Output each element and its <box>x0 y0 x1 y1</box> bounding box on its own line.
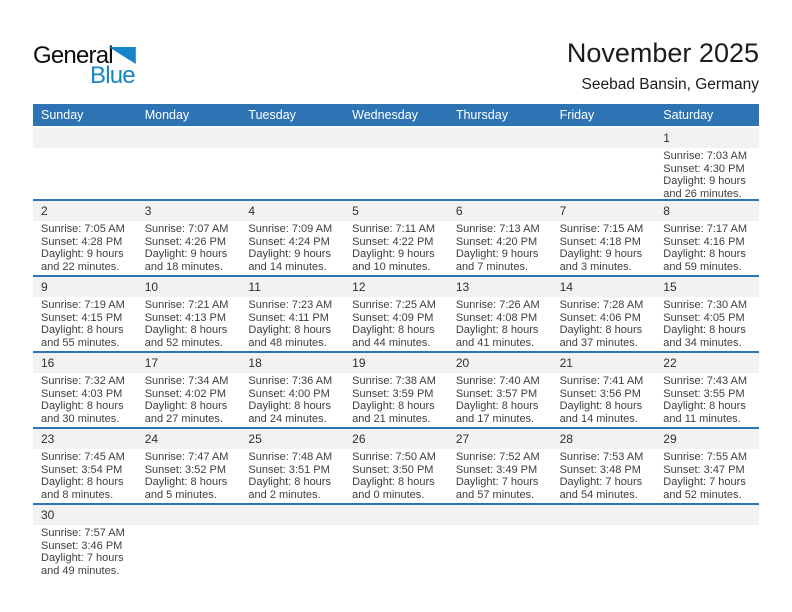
day-info <box>655 525 759 579</box>
day-info-line: Daylight: 7 hours <box>559 476 643 489</box>
day-info-line: Sunset: 4:24 PM <box>248 235 330 248</box>
day-info <box>33 449 137 503</box>
weekday-header-row <box>33 104 759 126</box>
day-info-line: Daylight: 7 hours <box>41 552 124 565</box>
day-info <box>655 148 759 199</box>
day-info-line: and 14 minutes. <box>559 412 638 425</box>
day-cell-8 <box>655 201 759 275</box>
day-info <box>655 373 759 427</box>
day-cell-2 <box>33 201 137 275</box>
day-info-line: Sunset: 3:50 PM <box>352 463 434 476</box>
day-info-line: and 37 minutes. <box>559 336 638 349</box>
day-info-line: Sunrise: 7:53 AM <box>559 451 644 463</box>
day-number: 29 <box>655 429 759 449</box>
day-number: 19 <box>344 353 448 373</box>
day-info-line: Daylight: 8 hours <box>352 476 435 489</box>
day-cell-29 <box>655 429 759 503</box>
day-info <box>33 297 137 351</box>
day-cell-17 <box>137 353 241 427</box>
day-number: 14 <box>552 277 656 297</box>
day-info <box>240 221 344 275</box>
week-row-1 <box>33 128 759 199</box>
day-number: 6 <box>448 201 552 221</box>
empty-day-cell <box>240 505 344 579</box>
day-info-line: Sunset: 3:56 PM <box>559 387 641 400</box>
day-info-line: Sunset: 3:57 PM <box>455 387 538 400</box>
day-cell-15 <box>655 277 759 351</box>
day-info-line: and 0 minutes. <box>352 488 425 501</box>
day-info-line: Daylight: 7 hours <box>663 476 746 489</box>
weekday-header-sunday: Sunday <box>41 108 84 122</box>
day-info-line: and 59 minutes. <box>663 260 742 273</box>
day-number <box>240 505 344 525</box>
day-number <box>137 128 241 148</box>
day-info-line: Sunset: 4:03 PM <box>41 387 123 400</box>
day-info-line: Sunrise: 7:25 AM <box>352 299 436 311</box>
day-info-line: Sunrise: 7:36 AM <box>248 375 333 387</box>
day-info-line: Daylight: 9 hours <box>455 248 539 261</box>
empty-day-cell <box>448 505 552 579</box>
day-info-line: and 3 minutes. <box>559 260 632 273</box>
day-number: 12 <box>344 277 448 297</box>
day-number <box>33 128 137 148</box>
day-number <box>344 128 448 148</box>
day-info-line: and 24 minutes. <box>248 412 327 425</box>
weekday-header-thursday: Thursday <box>455 108 508 122</box>
week-row-3 <box>33 275 759 351</box>
calendar-weeks <box>33 128 759 579</box>
day-info-line: Sunrise: 7:07 AM <box>144 223 229 235</box>
day-info-line: Daylight: 8 hours <box>248 400 331 413</box>
calendar-table <box>33 104 759 579</box>
day-info-line: Sunset: 3:54 PM <box>41 463 123 476</box>
empty-day-cell <box>137 128 241 199</box>
day-info <box>344 449 448 503</box>
day-cell-30 <box>33 505 137 579</box>
day-cell-18 <box>240 353 344 427</box>
day-info-line: and 44 minutes. <box>352 336 431 349</box>
day-info-line: Sunrise: 7:23 AM <box>248 299 333 311</box>
empty-day-cell <box>344 128 448 199</box>
day-info-line: Sunset: 4:16 PM <box>663 235 745 248</box>
day-info <box>33 221 137 275</box>
day-number: 27 <box>448 429 552 449</box>
day-info-line: Sunset: 4:18 PM <box>559 235 641 248</box>
day-info-line: Sunrise: 7:13 AM <box>455 223 540 235</box>
day-number <box>552 505 656 525</box>
week-row-6 <box>33 503 759 579</box>
day-number: 15 <box>655 277 759 297</box>
day-number: 1 <box>655 128 759 148</box>
day-info-line: and 8 minutes. <box>41 488 114 501</box>
day-info-line: Sunset: 4:30 PM <box>663 162 745 175</box>
week-row-4 <box>33 351 759 427</box>
day-info <box>448 221 552 275</box>
day-info <box>552 297 656 351</box>
day-info-line: Sunrise: 7:48 AM <box>248 451 333 463</box>
day-info <box>137 148 241 199</box>
day-cell-25 <box>240 429 344 503</box>
empty-day-cell <box>33 128 137 199</box>
weekday-header-saturday: Saturday <box>663 108 714 122</box>
day-info-line: Sunrise: 7:03 AM <box>663 150 748 162</box>
general-blue-logo <box>33 42 183 89</box>
day-info <box>240 373 344 427</box>
day-info-line: Sunrise: 7:50 AM <box>352 451 436 463</box>
day-info-line: and 14 minutes. <box>248 260 327 273</box>
day-info-line: and 17 minutes. <box>455 412 535 425</box>
day-info <box>240 449 344 503</box>
day-info-line: Sunrise: 7:32 AM <box>41 375 125 387</box>
day-number: 18 <box>240 353 344 373</box>
day-number: 26 <box>344 429 448 449</box>
day-cell-4 <box>240 201 344 275</box>
day-cell-3 <box>137 201 241 275</box>
day-info-line: and 49 minutes. <box>41 564 120 577</box>
day-info-line: Daylight: 9 hours <box>663 175 746 188</box>
day-number: 9 <box>33 277 137 297</box>
empty-day-cell <box>552 128 656 199</box>
day-info-line: Daylight: 8 hours <box>144 324 228 337</box>
day-number: 5 <box>344 201 448 221</box>
day-number: 17 <box>137 353 241 373</box>
day-info <box>655 221 759 275</box>
day-info <box>33 148 137 199</box>
day-info <box>137 373 241 427</box>
empty-day-cell <box>552 505 656 579</box>
day-info-line: Daylight: 8 hours <box>144 476 228 489</box>
day-info <box>33 525 137 579</box>
day-info-line: Daylight: 8 hours <box>41 400 124 413</box>
week-row-5 <box>33 427 759 503</box>
day-cell-13 <box>448 277 552 351</box>
weekday-header-tuesday: Tuesday <box>248 108 296 122</box>
day-info-line: Sunrise: 7:41 AM <box>559 375 644 387</box>
day-info-line: Daylight: 8 hours <box>352 400 435 413</box>
day-cell-14 <box>552 277 656 351</box>
day-cell-9 <box>33 277 137 351</box>
day-cell-20 <box>448 353 552 427</box>
day-info-line: Sunset: 4:15 PM <box>41 311 123 324</box>
day-number <box>655 505 759 525</box>
day-info-line: Sunrise: 7:38 AM <box>352 375 436 387</box>
day-info-line: Sunset: 4:20 PM <box>455 235 538 248</box>
empty-day-cell <box>137 505 241 579</box>
day-info-line: Sunset: 3:49 PM <box>455 463 538 476</box>
day-number <box>240 128 344 148</box>
week-row-2 <box>33 199 759 275</box>
day-info-line: Sunset: 4:02 PM <box>144 387 227 400</box>
day-info-line: and 55 minutes. <box>41 336 120 349</box>
day-info-line: Sunset: 4:13 PM <box>144 311 227 324</box>
day-number: 3 <box>137 201 241 221</box>
day-info-line: Daylight: 8 hours <box>144 400 228 413</box>
day-info-line: Sunset: 3:55 PM <box>663 387 745 400</box>
day-cell-11 <box>240 277 344 351</box>
day-number: 21 <box>552 353 656 373</box>
day-info <box>137 221 241 275</box>
day-info-line: Daylight: 8 hours <box>559 400 643 413</box>
day-number: 25 <box>240 429 344 449</box>
day-cell-6 <box>448 201 552 275</box>
day-number: 8 <box>655 201 759 221</box>
day-info-line: Sunset: 4:09 PM <box>352 311 434 324</box>
day-info-line: Sunset: 4:26 PM <box>144 235 227 248</box>
empty-day-cell <box>655 505 759 579</box>
day-number <box>137 505 241 525</box>
day-info-line: Sunrise: 7:30 AM <box>663 299 748 311</box>
day-number: 23 <box>33 429 137 449</box>
day-info-line: Daylight: 8 hours <box>663 248 746 261</box>
day-info-line: and 34 minutes. <box>663 336 742 349</box>
empty-day-cell <box>344 505 448 579</box>
day-info-line: and 48 minutes. <box>248 336 327 349</box>
day-info <box>344 525 448 579</box>
day-number: 11 <box>240 277 344 297</box>
weekday-header-wednesday: Wednesday <box>352 108 418 122</box>
weekday-header-monday: Monday <box>144 108 190 122</box>
day-cell-1 <box>655 128 759 199</box>
day-info-line: Sunrise: 7:11 AM <box>352 223 436 235</box>
day-info <box>552 148 656 199</box>
day-info <box>448 449 552 503</box>
day-info-line: Sunset: 3:59 PM <box>352 387 434 400</box>
day-info <box>240 525 344 579</box>
day-info-line: Sunset: 3:48 PM <box>559 463 641 476</box>
day-info-line: Daylight: 8 hours <box>41 476 124 489</box>
empty-day-cell <box>240 128 344 199</box>
day-info <box>344 297 448 351</box>
day-number <box>448 505 552 525</box>
day-info <box>137 525 241 579</box>
day-number: 28 <box>552 429 656 449</box>
day-number <box>552 128 656 148</box>
empty-day-cell <box>448 128 552 199</box>
day-info-line: Daylight: 8 hours <box>41 324 124 337</box>
day-info-line: Sunset: 4:28 PM <box>41 235 123 248</box>
day-info <box>448 525 552 579</box>
day-cell-16 <box>33 353 137 427</box>
day-info-line: Daylight: 7 hours <box>455 476 539 489</box>
day-info-line: and 11 minutes. <box>663 412 741 425</box>
day-info-line: and 7 minutes. <box>455 260 528 273</box>
day-number: 10 <box>137 277 241 297</box>
day-info-line: Sunset: 3:46 PM <box>41 539 123 552</box>
day-info-line: Sunrise: 7:43 AM <box>663 375 748 387</box>
day-info-line: and 26 minutes. <box>663 187 742 200</box>
day-info <box>552 373 656 427</box>
day-number <box>448 128 552 148</box>
day-info-line: Sunset: 4:22 PM <box>352 235 434 248</box>
day-info-line: Daylight: 8 hours <box>663 400 746 413</box>
day-info-line: Sunrise: 7:40 AM <box>455 375 540 387</box>
page-title: November 2025 <box>566 38 759 68</box>
day-info-line: and 5 minutes. <box>144 488 217 501</box>
day-info-line: and 21 minutes. <box>352 412 431 425</box>
day-cell-19 <box>344 353 448 427</box>
day-info-line: Daylight: 8 hours <box>663 324 746 337</box>
day-info-line: Daylight: 9 hours <box>41 248 124 261</box>
day-cell-23 <box>33 429 137 503</box>
day-number: 4 <box>240 201 344 221</box>
day-info-line: Daylight: 9 hours <box>248 248 331 261</box>
day-info-line: Daylight: 8 hours <box>559 324 643 337</box>
day-number: 2 <box>33 201 137 221</box>
day-info-line: Sunset: 4:06 PM <box>559 311 641 324</box>
day-info-line: Sunrise: 7:45 AM <box>41 451 125 463</box>
day-info <box>33 373 137 427</box>
day-info-line: Daylight: 9 hours <box>352 248 435 261</box>
day-info-line: Daylight: 8 hours <box>248 476 331 489</box>
day-info <box>344 373 448 427</box>
day-info <box>448 373 552 427</box>
day-info-line: and 27 minutes. <box>144 412 223 425</box>
logo-text-general: General <box>33 42 113 69</box>
day-number: 7 <box>552 201 656 221</box>
day-info-line: Sunrise: 7:26 AM <box>455 299 540 311</box>
day-number: 13 <box>448 277 552 297</box>
day-info-line: Sunrise: 7:05 AM <box>41 223 125 235</box>
day-info <box>344 148 448 199</box>
day-info <box>137 449 241 503</box>
day-info <box>448 297 552 351</box>
day-number: 16 <box>33 353 137 373</box>
day-number: 22 <box>655 353 759 373</box>
day-info <box>655 449 759 503</box>
page-subtitle: Seebad Bansin, Germany <box>581 76 759 93</box>
day-info-line: Daylight: 9 hours <box>559 248 643 261</box>
day-info-line: and 2 minutes. <box>248 488 321 501</box>
day-info <box>552 221 656 275</box>
day-info-line: and 54 minutes. <box>559 488 638 501</box>
logo-text-blue: Blue <box>90 62 135 89</box>
day-info-line: Sunrise: 7:19 AM <box>41 299 125 311</box>
day-cell-21 <box>552 353 656 427</box>
day-info <box>240 148 344 199</box>
day-cell-27 <box>448 429 552 503</box>
day-info-line: Sunset: 4:05 PM <box>663 311 745 324</box>
day-info-line: Sunset: 3:51 PM <box>248 463 330 476</box>
day-info-line: Daylight: 8 hours <box>352 324 435 337</box>
day-cell-7 <box>552 201 656 275</box>
day-info-line: and 18 minutes. <box>144 260 223 273</box>
day-info-line: and 57 minutes. <box>455 488 535 501</box>
day-info-line: and 52 minutes. <box>663 488 742 501</box>
day-info-line: and 30 minutes. <box>41 412 120 425</box>
day-info-line: and 10 minutes. <box>352 260 431 273</box>
day-info-line: Sunrise: 7:21 AM <box>144 299 229 311</box>
day-cell-24 <box>137 429 241 503</box>
day-number: 20 <box>448 353 552 373</box>
day-info <box>552 525 656 579</box>
day-info-line: Sunset: 4:08 PM <box>455 311 538 324</box>
day-info-line: and 52 minutes. <box>144 336 223 349</box>
day-info-line: Sunset: 4:11 PM <box>248 311 329 324</box>
day-number: 30 <box>33 505 137 525</box>
day-info-line: Sunrise: 7:15 AM <box>559 223 644 235</box>
day-cell-12 <box>344 277 448 351</box>
day-cell-5 <box>344 201 448 275</box>
day-info-line: Sunset: 3:52 PM <box>144 463 227 476</box>
day-info-line: Sunrise: 7:52 AM <box>455 451 540 463</box>
day-info <box>655 297 759 351</box>
day-info-line: Sunrise: 7:28 AM <box>559 299 644 311</box>
day-info-line: Daylight: 8 hours <box>455 324 539 337</box>
day-info-line: Daylight: 8 hours <box>455 400 539 413</box>
day-info <box>448 148 552 199</box>
day-info-line: and 22 minutes. <box>41 260 120 273</box>
day-info <box>344 221 448 275</box>
day-info <box>552 449 656 503</box>
day-info-line: Daylight: 9 hours <box>144 248 228 261</box>
day-cell-10 <box>137 277 241 351</box>
weekday-header-friday: Friday <box>559 108 595 122</box>
day-cell-26 <box>344 429 448 503</box>
day-info <box>240 297 344 351</box>
day-number: 24 <box>137 429 241 449</box>
day-number <box>344 505 448 525</box>
day-info-line: Sunrise: 7:34 AM <box>144 375 229 387</box>
day-info-line: Sunrise: 7:09 AM <box>248 223 333 235</box>
day-info-line: Sunrise: 7:57 AM <box>41 527 125 539</box>
day-info-line: Sunrise: 7:17 AM <box>663 223 748 235</box>
day-info-line: Sunset: 3:47 PM <box>663 463 745 476</box>
day-info-line: Sunrise: 7:55 AM <box>663 451 748 463</box>
day-cell-22 <box>655 353 759 427</box>
day-info-line: Daylight: 8 hours <box>248 324 331 337</box>
day-info-line: Sunrise: 7:47 AM <box>144 451 229 463</box>
day-cell-28 <box>552 429 656 503</box>
day-info <box>137 297 241 351</box>
day-info-line: and 41 minutes. <box>455 336 535 349</box>
day-info-line: Sunset: 4:00 PM <box>248 387 330 400</box>
